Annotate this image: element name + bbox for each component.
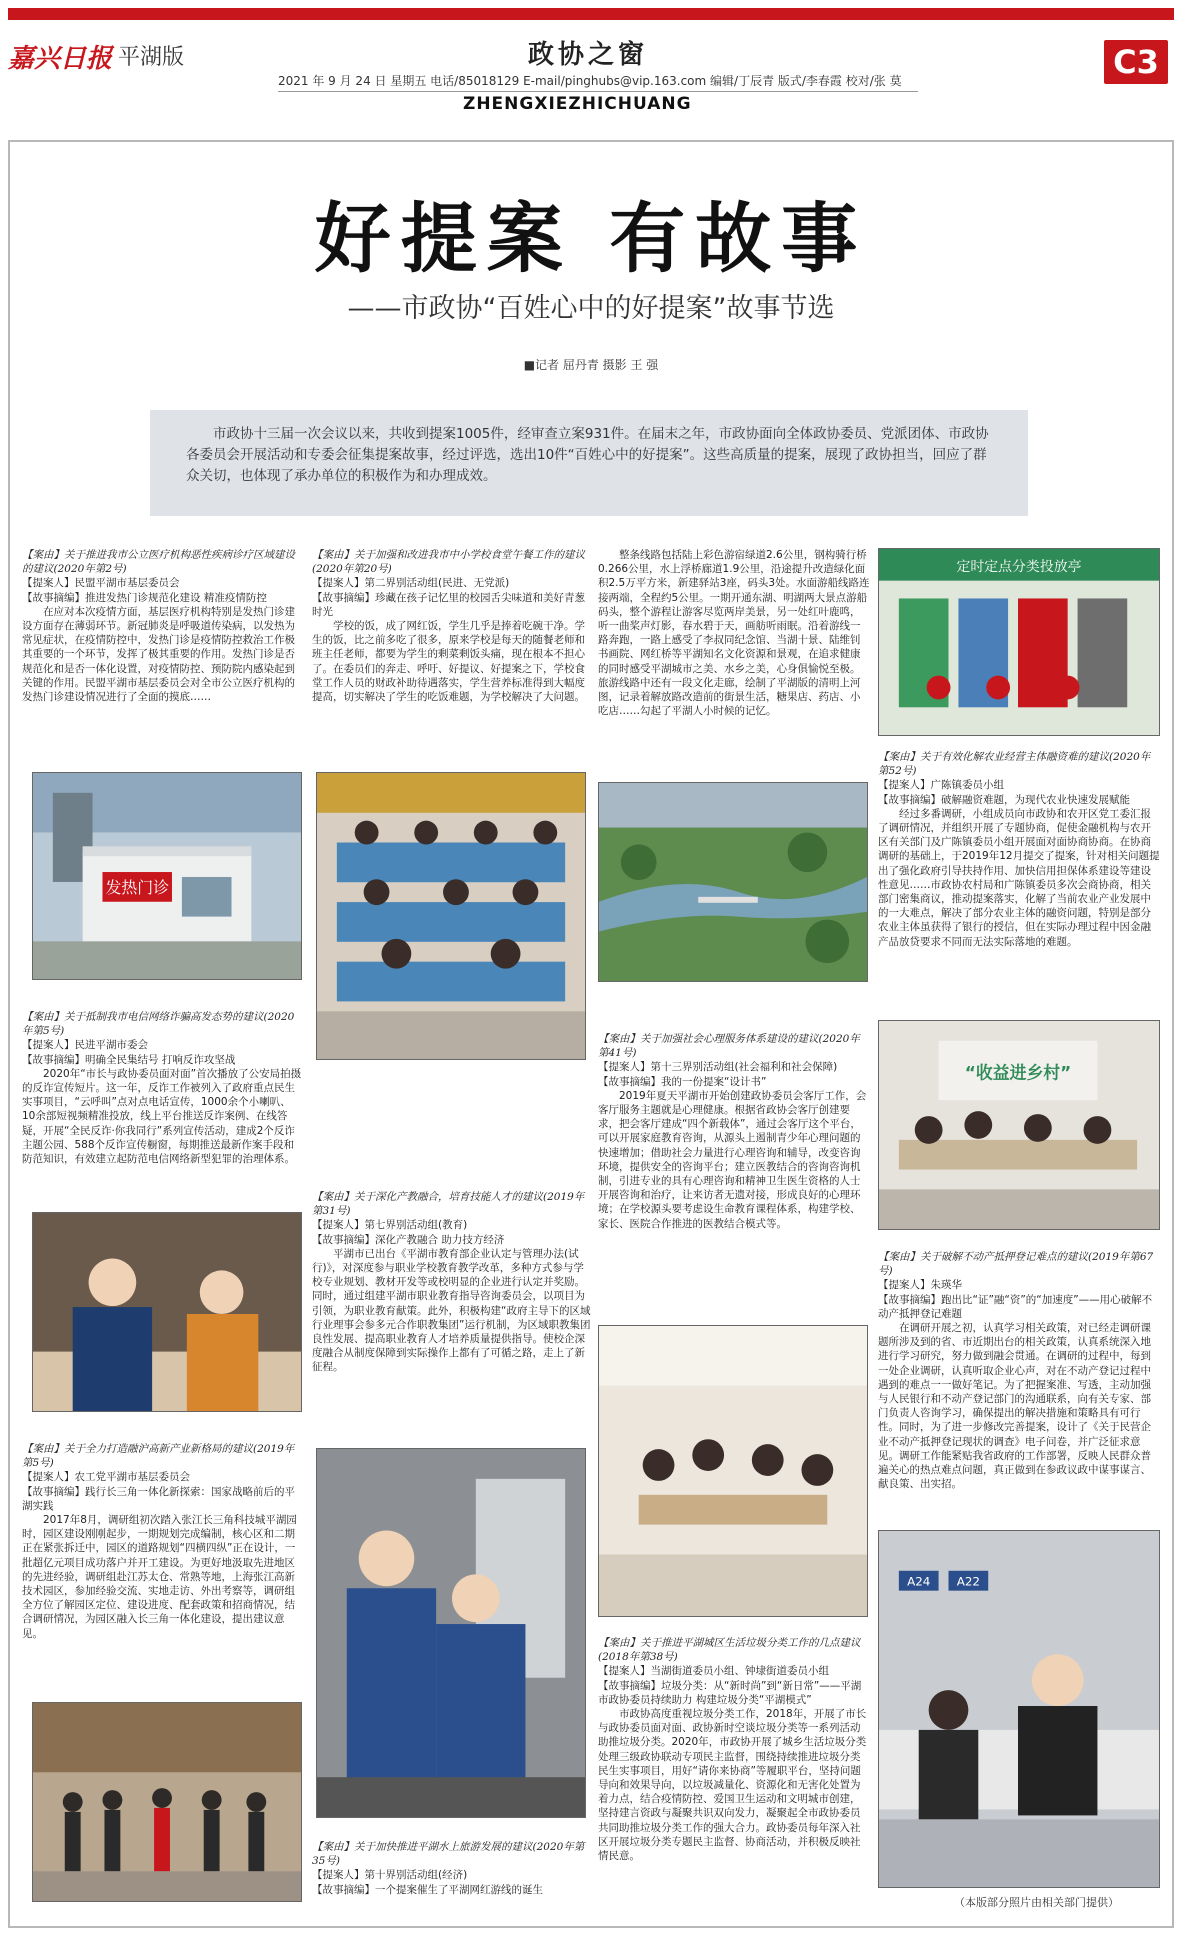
article-summary: 【故事摘编】一个提案催生了平湖网红游线的诞生: [312, 1883, 543, 1896]
article-body: 在应对本次疫情方面，基层医疗机构特别是发热门诊建设方面存在薄弱环节。新冠肺炎是呼吸道传染病，以发热为常见症状，在疫情防控中，发热门诊是疫情防控救治工作极其重要的一个环节，发挥了极其重要的作用。发热门诊是否规范化和是否一体化设置，对疫情防控、预防院内感染起到关键的作用。民盟平湖市基层委员会对全市公立医疗机构的发热门诊建设情况进行了全面的摸底……: [22, 605, 295, 704]
counter-number-2: A22: [956, 1574, 981, 1589]
article-summary: 【故事摘编】破解融资难题，为现代农业快速发展赋能: [878, 793, 1130, 806]
article-garbage-sorting: [598, 1636, 870, 1921]
photo-service-counter: [878, 1530, 1160, 1888]
article-proposer: 【提案人】朱瑛华: [878, 1279, 962, 1292]
article-body: 平湖市已出台《平湖市教育部企业认定与管理办法(试行)》，对深度参与职业学校教育教学改革，多种方式参与学校专业规划、教材开发等或校明显的企业进行认定并奖励。同时，通过组建平湖市职业教育指导咨询委员会，以项目为引领，为职业教育献策。此外，积极构建“政府主导下的区域行业理事会参多元合作职教集团”运行机制，为区域职教集团良性发展、提高职业教育人才培养质量提供指导。使校企深度融合从制度保障到实际操作上都有了可循之路，走上了新征程。: [312, 1247, 591, 1374]
article-proposer: 【提案人】第十三界别活动组(社会福利和社会保障): [598, 1061, 838, 1074]
counseling-image: [599, 1326, 867, 1616]
delegation-image: [33, 1703, 301, 1901]
photo-park-aerial: [598, 782, 868, 982]
park-aerial-image: [599, 783, 867, 981]
article-summary: 【故事摘编】深化产教融合 助力技方经济: [312, 1233, 505, 1246]
police-image: [33, 1213, 301, 1411]
garbage-kiosk-sign: 定时定点分类投放亭: [956, 558, 1082, 575]
article-body: 整条线路包括陆上彩色游宿绿道2.6公里，钢构骑行桥0.266公里，水上浮桥廊道1.9公里，沿途提升改造绿化面积2.5万平方米，新建驿站3座，码头3处。水面游船线路连接两端，全程约5公里。一期开通东湖、明湖两大景点游船码头，整个游程让游客尽览两岸美景，另一处红叶鹿鸣，听一曲桨声灯影，春水碧于天，画舫听雨眠。沿着游线一路奔跑，一路上感受了李叔同纪念馆、当湖十景、陆维钊书画院、网红桥等平湖知名文化资源和景观，在追求健康的同时感受平湖城市之美、水乡之美，心身俱愉悦至极。旅游线路中还有一段文化走廊，绘制了平湖版的清明上河图，记录着解放路改造前的街景生活，糖果店、药店、小吃店……勾起了平湖人小时候的记忆。: [598, 549, 870, 718]
article-water-tourism: [312, 1840, 594, 1920]
vocational-image: [317, 1449, 585, 1817]
article-summary: 【故事摘编】跑出比“证”融“资”的“加速度”——用心破解不动产抵押登记难题: [878, 1293, 1153, 1320]
date-contact-line: 2021 年 9 月 24 日 星期五 电话/85018129 E-mail/pinghubs@vip.163.com 编辑/丁辰青 版式/李春霞 校对/张 莫: [278, 72, 918, 92]
article-body: 在调研开展之初，认真学习相关政策，对已经走调研课题所涉及到的省、市近期出台的相关政策，认真系统深入地进行学习研究，努力做到融会贯通。在调研的过程中，每到一处企业调研，认真听取企业心声，对在不动产登记过程中遇到的难点一一做好笔记。为了把握案准、写透，主动加强与人民银行和不动产登记部门的沟通联系，向有关专家、部门负责人咨询学习，确保提出的解决措施和策略具有可行性。同时，为了进一步修改完善提案，设计了《关于民营企业不动产抵押登记现状的调查》电子问卷，并广泛征求意见。调研工作能紧贴我省政府的工作部署，反映人民群众普遍关心的热点难点问题，真正做到在参政议政中谋事谋言、献良策、出实招。: [878, 1322, 1151, 1491]
photo-counseling: [598, 1325, 868, 1617]
article-summary: 【故事摘编】践行长三角一体化新探索：国家战略前后的平湖实践: [22, 1485, 295, 1512]
canteen-image: [317, 773, 585, 1059]
photo-garbage-kiosk: [878, 548, 1160, 736]
article-proposer: 【提案人】民盟平湖市基层委员会: [22, 577, 180, 590]
article-case: 【案由】关于推进平湖城区生活垃圾分类工作的几点建议(2018年第38号): [598, 1637, 861, 1664]
article-yangtze-delta: [22, 1442, 302, 1667]
article-case: 【案由】关于推进我市公立医疗机构恶性疾病诊疗区域建设的建议(2020年第2号): [22, 549, 295, 576]
article-body: 市政协高度重视垃圾分类工作，2018年，开展了市长与政协委员面对面、政协新时空谈垃圾分类等一系列活动助推垃圾分类。2020年，市政协开展了城乡生活垃圾分类处理三级政协联动专项民主监督，围绕持续推进垃圾分类民生实事项目，用好“请你来协商”等履职平台，坚持问题导向和效果导向，以垃圾减量化、资源化和无害化处置为着力点，结合疫情防控、爱国卫生运动和文明城市创建，坚持建言资政与凝聚共识双向发力，凝聚起全市政协委员共同助推垃圾分类工作的强大合力。政协委员每年深入社区开展垃圾分类专题民主监督、协商活动，并积极反映社情民意。: [598, 1708, 867, 1863]
column-name: 政协之窗: [528, 40, 649, 70]
article-anti-fraud: [22, 1010, 302, 1210]
article-school-canteen: [312, 548, 594, 728]
article-summary: 【故事摘编】珍藏在孩子记忆里的校园舌尖味道和美好青葱时光: [312, 591, 585, 618]
photo-credit: （本版部分照片由相关部门提供）: [954, 1896, 1119, 1909]
edition-name: 平湖版: [118, 45, 185, 70]
fever-clinic-sign: 发热门诊: [105, 877, 169, 897]
page-title: 好提案 有故事: [314, 194, 868, 283]
article-case: 【案由】关于深化产教融合，培育技能人才的建议(2019年第31号): [312, 1191, 585, 1218]
masthead: [8, 22, 1174, 120]
article-summary: 【故事摘编】推进发热门诊规范化建设 精准疫情防控: [22, 591, 267, 604]
article-vocational-education: [312, 1190, 594, 1400]
article-case: 【案由】关于加快推进平湖水上旅游发展的建议(2020年第35号): [312, 1841, 585, 1868]
article-case: 【案由】关于加强和改进我市中小学校食堂午餐工作的建议(2020年第20号): [312, 549, 585, 576]
photo-delegation: [32, 1702, 302, 1902]
article-summary: 【故事摘编】我的一份提案“设计书”: [598, 1075, 767, 1088]
intro-box: 市政协十三届一次会议以来，共收到提案1005件，经审查立案931件。在届末之年，市政协面向全体政协委员、党派团体、市政协各委员会开展活动和专委会征集提案故事，经过评选，选出10件“百姓心中的好提案”。这些高质量的提案，展现了政协担当，回应了群众关切，也体现了承办单位的积极作为和办理成效。: [150, 410, 1028, 516]
article-water-route-continued: [598, 548, 870, 748]
article-proposer: 【提案人】第十界别活动组(经济): [312, 1869, 468, 1882]
top-red-rule: [8, 8, 1174, 20]
article-body: 学校的饭，成了网红饭，学生几乎是捧着吃碗干净。学生的饭，比之前多吃了很多，原来学校是每天的随餐老师和班主任老师，都要为学生的剩菜剩饭头痛，现在根本不担心了。在委员们的奔走、呼吁、好提议、好提案之下，学校食堂工作人员的财政补助待遇落实，学生营养标准得到大幅度提高，切实解决了学生的吃饭难题，为学校解决了大问题。: [312, 620, 585, 704]
newspaper-brand: 嘉兴日报: [8, 44, 113, 74]
fever-clinic-image: [33, 773, 301, 979]
photo-police: [32, 1212, 302, 1412]
article-body: 2019年夏天平湖市开始创建政协委员会客厅工作，会客厅服务主题就是心理健康。根据省政协会客厅创建要求，把会客厅建成“四个新载体”，通过会客厅这个平台，可以开展家庭教育咨询，从源头上遏制青少年心理问题的快速增加；借助社会力量进行心理咨询和辅导，改变咨询环境，提供安全的咨询平台；建立医教结合的咨询咨询机制，引进专业的具有心理咨询和精神卫生医生资格的人士开展咨询和治疗，让来访者无遗对接，形成良好的心理环境；在学校源头要考虑设生命教育课程体系，构建学校、家长、医院合作推进的医教结合模式等。: [598, 1089, 867, 1230]
article-body: 2020年“市长与政协委员面对面”首次播放了公安局拍摄的反诈宣传短片。这一年，反诈工作被列入了政府重点民生实事项目，“云呼叫”点对点电话宣传，1000余个小喇叭、10余部短视频精准投放，线上平台推送反诈案例、在线答疑，开展“全民反诈·你我同行”系列宣传活动，建成2个反诈主题公园、588个反诈宣传橱窗，每期推送最新作案手段和防范知识，有效建立起防范电信网络新型犯罪的治理体系。: [22, 1067, 302, 1166]
page-number-badge: C3: [1104, 40, 1168, 84]
counter-number-1: A24: [907, 1574, 931, 1589]
article-mental-health: [598, 1032, 870, 1290]
article-body: 经过多番调研，小组成员向市政协和农开区党工委汇报了调研情况，并组织开展了专题协商，促使金融机构与农开区有关部门及广陈镇委员小组开展面对面协商协商。在协商调研的基础上，于2019年12月提交了提案，针对相关问题提出了强化政府引导扶持作用、加快信用担保体系建设等建设性意见……市政协农村局和广陈镇委员多次会商协商，相关部门密集商议，推动提案落实，化解了当前农业产业发展中的一大难点，解决了部分农业主体的融资问题，特别是部分农业主体虽获得了银行的授信，但在实际办理过程中因金融产品放贷要求不同而无法实际落地的难题。: [878, 807, 1160, 948]
meeting-banner: “收益进乡村”: [964, 1062, 1072, 1083]
page-subtitle: ——市政协“百姓心中的好提案”故事节选: [347, 293, 835, 324]
photo-fever-clinic: [32, 772, 302, 980]
article-proposer: 【提案人】农工党平湖市基层委员会: [22, 1471, 190, 1484]
article-body: 2017年8月，调研组初次踏入张江长三角科技城平湖园时，园区建设刚刚起步，一期规划完成编制，核心区和二期正在紧张拆迁中，园区的道路规划“四横四纵”正在设计，一批超亿元项目成功落户并开工建设。为更好地汲取先进地区的先进经验，调研组赴江苏太仓、常熟等地，上海张江高新技术园区，参加经验交流、实地走访、外出考察等，调研组全方位了解园区定位、建设进度、配套政策和招商情况，结合调研情况，为园区融入长三角一体化建设，提出建议意见。: [22, 1514, 297, 1640]
meeting-image: [879, 1021, 1159, 1229]
article-proposer: 【提案人】当湖街道委员小组、钟埭街道委员小组: [598, 1665, 829, 1678]
service-counter-image: [879, 1531, 1159, 1887]
photo-vocational: [316, 1448, 586, 1818]
article-proposer: 【提案人】第二界别活动组(民进、无党派): [312, 577, 510, 590]
article-case: 【案由】关于全力打造融沪高新产业新格局的建议(2019年第5号): [22, 1443, 295, 1470]
photo-canteen: [316, 772, 586, 1060]
article-summary: 【故事摘编】明确全民集结号 打响反诈攻坚战: [22, 1053, 236, 1066]
column-pinyin: ZHENGXIEZHICHUANG: [463, 94, 692, 114]
article-property-mortgage: [878, 1250, 1160, 1518]
article-case: 【案由】关于加强社会心理服务体系建设的建议(2020年第41号): [598, 1033, 860, 1060]
article-case: 【案由】关于有效化解农业经营主体融资难的建议(2020年第52号): [878, 751, 1151, 778]
article-proposer: 【提案人】民进平湖市委会: [22, 1039, 148, 1052]
article-fever-clinic: [22, 548, 302, 758]
article-case: 【案由】关于破解不动产抵押登记难点的建议(2019年第67号): [878, 1251, 1154, 1278]
article-proposer: 【提案人】广陈镇委员小组: [878, 779, 1004, 792]
byline: ■记者 屈丹青 摄影 王 强: [523, 358, 659, 372]
photo-meeting: [878, 1020, 1160, 1230]
article-proposer: 【提案人】第七界别活动组(教育): [312, 1219, 468, 1232]
article-case: 【案由】关于抵制我市电信网络诈骗高发态势的建议(2020年第5号): [22, 1011, 295, 1038]
article-summary: 【故事摘编】垃圾分类：从“新时尚”到“新日常”——平湖市政协委员持续助力 构建垃圾分类“平湖模式”: [598, 1679, 862, 1706]
article-agri-finance: [878, 750, 1160, 1005]
garbage-kiosk-image: [879, 549, 1159, 735]
